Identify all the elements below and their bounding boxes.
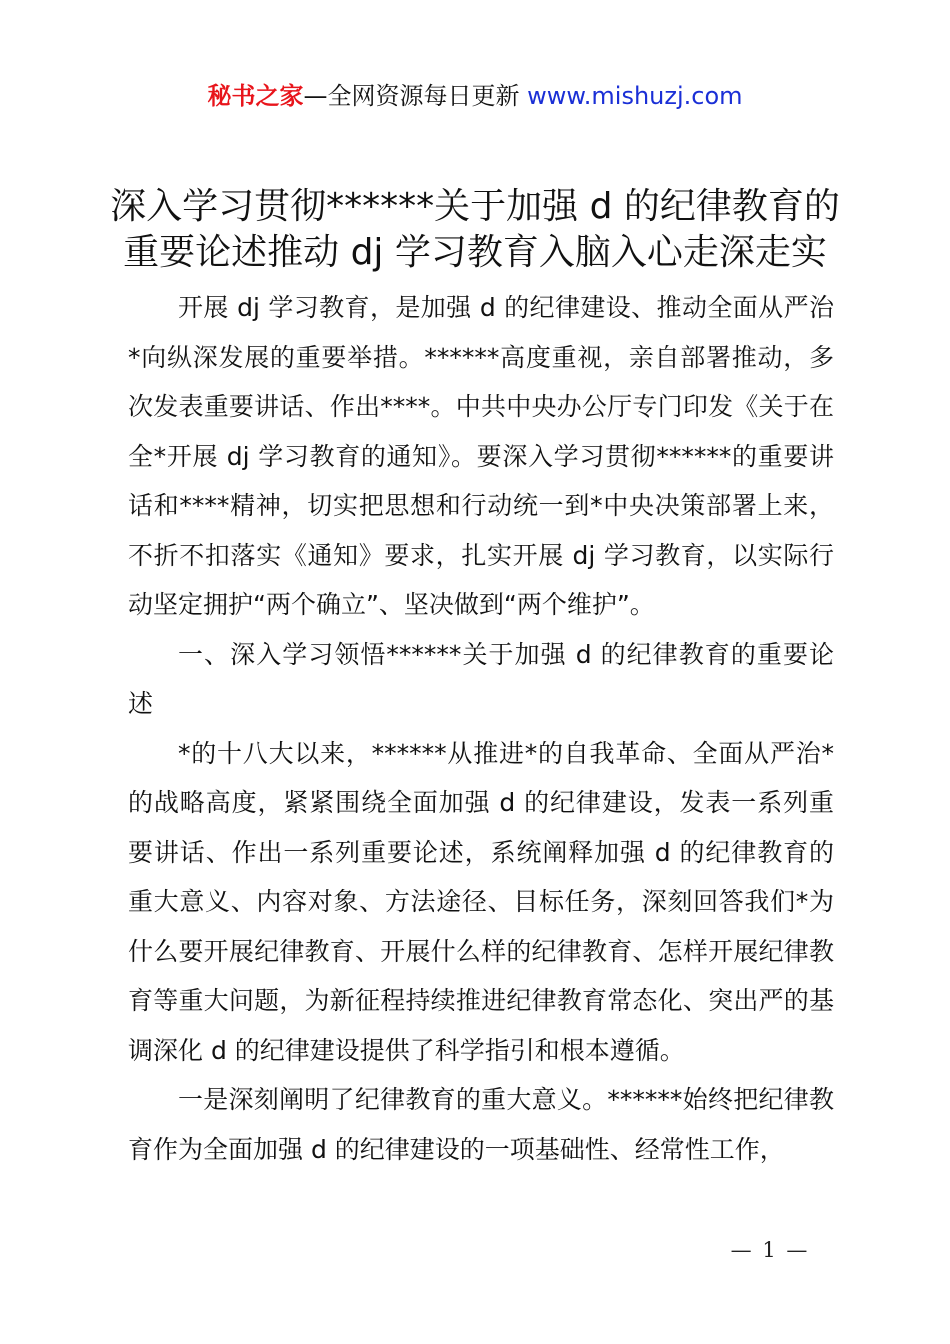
header-separator: — [303,82,328,110]
document-title [110,184,840,276]
document-body [128,283,834,1174]
body-paragraph: 一是深刻阐明了纪律教育的重大意义。******始终把纪律教育作为全面加强 d 的纪律建设的一项基础性、经常性工作， [128,1085,834,1164]
site-header [0,80,950,112]
brand-name: 秘书之家 [207,82,304,110]
header-slogan: 全网资源每日更新 [327,82,520,110]
site-url-link[interactable]: www.mishuzj.com [527,82,743,110]
body-paragraph: *的十八大以来，******从推进*的自我革命、全面从严治*的战略高度，紧紧围绕全面加强 d 的纪律建设，发表一系列重要讲话、作出一系列重要论述，系统阐释加强 d 的纪律教育的重大意义、内容对象、方法途径、目标任务，深刻回答我们*为什么要开展纪律教育、开展什么样的纪律教育、怎样开展纪律教育等重大问题，为新征程持续推进纪律教育常态化、突出严的基调深化 d 的纪律建设提供了科学指引和根本遵循。 [128,738,834,1065]
title-line-1: 深入学习贯彻******关于加强 d 的纪律教育的 [110,186,840,227]
body-paragraph: 开展 dj 学习教育，是加强 d 的纪律建设、推动全面从严治*向纵深发展的重要举措。******高度重视，亲自部署推动，多次发表重要讲话、作出****。中共中央办公厅专门印发《关于在全*开展 dj 学习教育的通知》。要深入学习贯彻******的重要讲话和****精神，切实把思想和行动统一到*中央决策部署上来，不折不扣落实《通知》要求，扎实开展 dj 学习教育，以实际行动坚定拥护“两个确立”、坚决做到“两个维护”。 [128,293,834,619]
page-number: — 1 — [730,1238,810,1262]
section-heading: 一、深入学习领悟******关于加强 d 的纪律教育的重要论述 [128,639,834,718]
title-line-2: 重要论述推动 dj 学习教育入脑入心走深走实 [123,232,827,273]
